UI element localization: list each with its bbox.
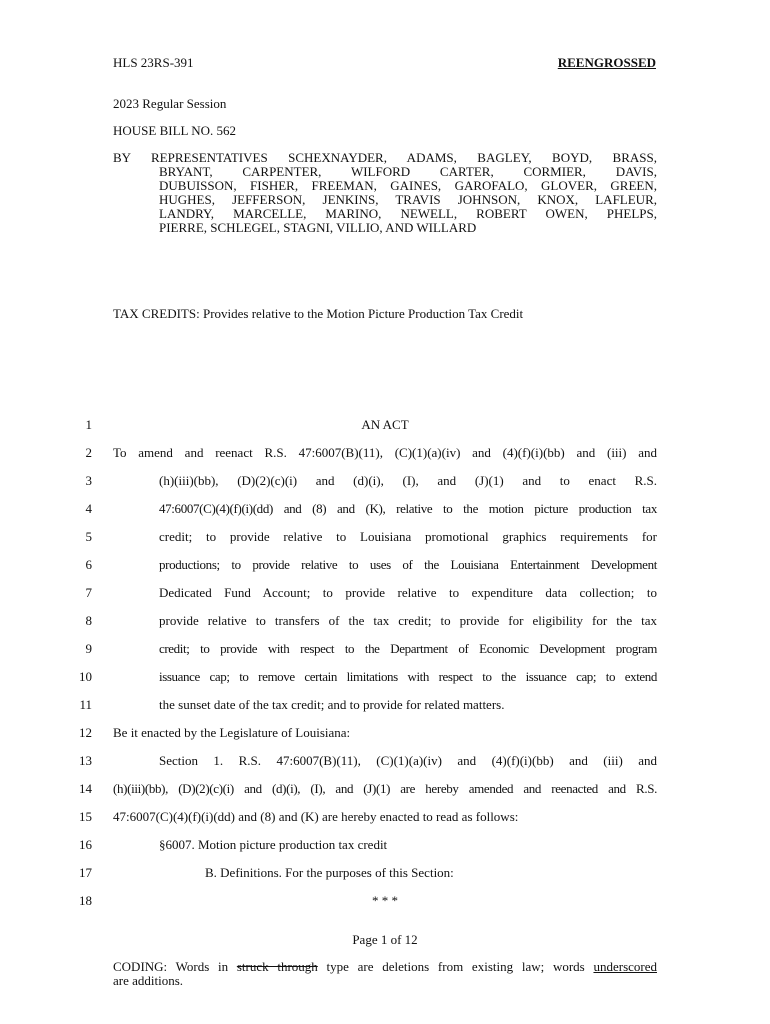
line-text: (h)(iii)(bb), (D)(2)(c)(i) and (d)(i), (I), and (J)(1) are hereby amended and reenacted and R.S. (113, 781, 657, 796)
line-number: 14 (79, 781, 92, 796)
bill-line (0, 613, 770, 633)
asterisk-separator: * * * (372, 893, 398, 908)
line-number: 16 (79, 837, 92, 852)
coding-note (113, 960, 657, 988)
bill-number: HOUSE BILL NO. 562 (113, 123, 237, 138)
coding-end: are additions. (113, 973, 184, 988)
sponsor-line: HUGHES, JEFFERSON, JENKINS, TRAVIS JOHNSON, KNOX, LAFLEUR, (159, 192, 657, 207)
sponsor-line: DUBUISSON, FISHER, FREEMAN, GAINES, GAROFALO, GLOVER, GREEN, (159, 178, 657, 193)
act-title: AN ACT (361, 417, 409, 432)
line-number: 4 (85, 501, 92, 516)
line-number: 12 (79, 725, 92, 740)
line-number: 6 (85, 557, 92, 572)
line-number: 1 (85, 417, 92, 432)
line-number: 11 (79, 697, 92, 712)
line-text: To amend and reenact R.S. 47:6007(B)(11), (C)(1)(a)(iv) and (4)(f)(i)(bb) and (iii) and (113, 445, 657, 460)
bill-line (0, 417, 770, 437)
coding-middle: type are deletions from existing law; words (317, 959, 594, 974)
session-label: 2023 Regular Session (113, 96, 227, 111)
sponsor-line: BRYANT, CARPENTER, WILFORD CARTER, CORMIER, DAVIS, (159, 164, 657, 179)
line-number: 9 (85, 641, 92, 656)
bill-line (0, 529, 770, 549)
bill-line (0, 865, 770, 885)
sponsor-line: LANDRY, MARCELLE, MARINO, NEWELL, ROBERT OWEN, PHELPS, (159, 206, 657, 221)
line-number: 7 (85, 585, 92, 600)
line-number: 3 (85, 473, 92, 488)
line-text: Section 1. R.S. 47:6007(B)(11), (C)(1)(a)(iv) and (4)(f)(i)(bb) and (iii) and (159, 753, 657, 768)
line-text: the sunset date of the tax credit; and to provide for related matters. (159, 697, 505, 712)
bill-line (0, 473, 770, 493)
line-text: (h)(iii)(bb), (D)(2)(c)(i) and (d)(i), (I), and (J)(1) and to enact R.S. (159, 473, 657, 488)
bill-line (0, 445, 770, 465)
sponsor-line: PIERRE, SCHLEGEL, STAGNI, VILLIO, AND WILLARD (159, 220, 477, 235)
section-heading: §6007. Motion picture production tax credit (159, 837, 388, 852)
struck-through-sample: struck through (236, 959, 318, 974)
bill-line (0, 501, 770, 521)
line-text: credit; to provide relative to Louisiana promotional graphics requirements for (159, 529, 657, 544)
bill-line (0, 809, 770, 829)
line-number: 10 (79, 669, 92, 684)
bill-line (0, 585, 770, 605)
bill-line (0, 725, 770, 745)
underscored-sample: underscored (593, 959, 657, 974)
line-text: productions; to provide relative to uses of the Louisiana Entertainment Development (159, 557, 657, 572)
line-number: 17 (79, 865, 92, 880)
line-text: 47:6007(C)(4)(f)(i)(dd) and (8) and (K) are hereby enacted to read as follows: (113, 809, 519, 824)
line-number: 15 (79, 809, 92, 824)
line-number: 18 (79, 893, 92, 908)
line-number: 13 (79, 753, 92, 768)
line-text: B. Definitions. For the purposes of this Section: (205, 865, 454, 880)
sponsor-list (113, 151, 657, 235)
line-text: provide relative to transfers of the tax credit; to provide for eligibility for the tax (159, 613, 657, 628)
line-text: 47:6007(C)(4)(f)(i)(dd) and (8) and (K), relative to the motion picture production tax (159, 501, 657, 516)
bill-line (0, 753, 770, 773)
reengrossed-status: REENGROSSED (557, 55, 656, 70)
bill-line (0, 557, 770, 577)
bill-line (0, 781, 770, 801)
bill-line (0, 641, 770, 661)
bill-line (0, 697, 770, 717)
bill-line (0, 837, 770, 857)
line-text: Be it enacted by the Legislature of Louisiana: (113, 725, 351, 740)
line-number: 5 (85, 529, 92, 544)
page-number: Page 1 of 12 (352, 932, 418, 947)
coding-prefix: CODING: Words in (113, 959, 237, 974)
bill-line (0, 669, 770, 689)
bill-line (0, 893, 770, 913)
line-number: 8 (85, 613, 92, 628)
line-text: issuance cap; to remove certain limitations with respect to the issuance cap; to extend (159, 669, 657, 684)
line-text: credit; to provide with respect to the Department of Economic Development program (159, 641, 657, 656)
line-number: 2 (85, 445, 92, 460)
document-id: HLS 23RS-391 (113, 55, 194, 70)
line-text: Dedicated Fund Account; to provide relative to expenditure data collection; to (159, 585, 657, 600)
digest-line: TAX CREDITS: Provides relative to the Motion Picture Production Tax Credit (113, 306, 524, 321)
sponsor-line: BY REPRESENTATIVES SCHEXNAYDER, ADAMS, BAGLEY, BOYD, BRASS, (113, 150, 657, 165)
